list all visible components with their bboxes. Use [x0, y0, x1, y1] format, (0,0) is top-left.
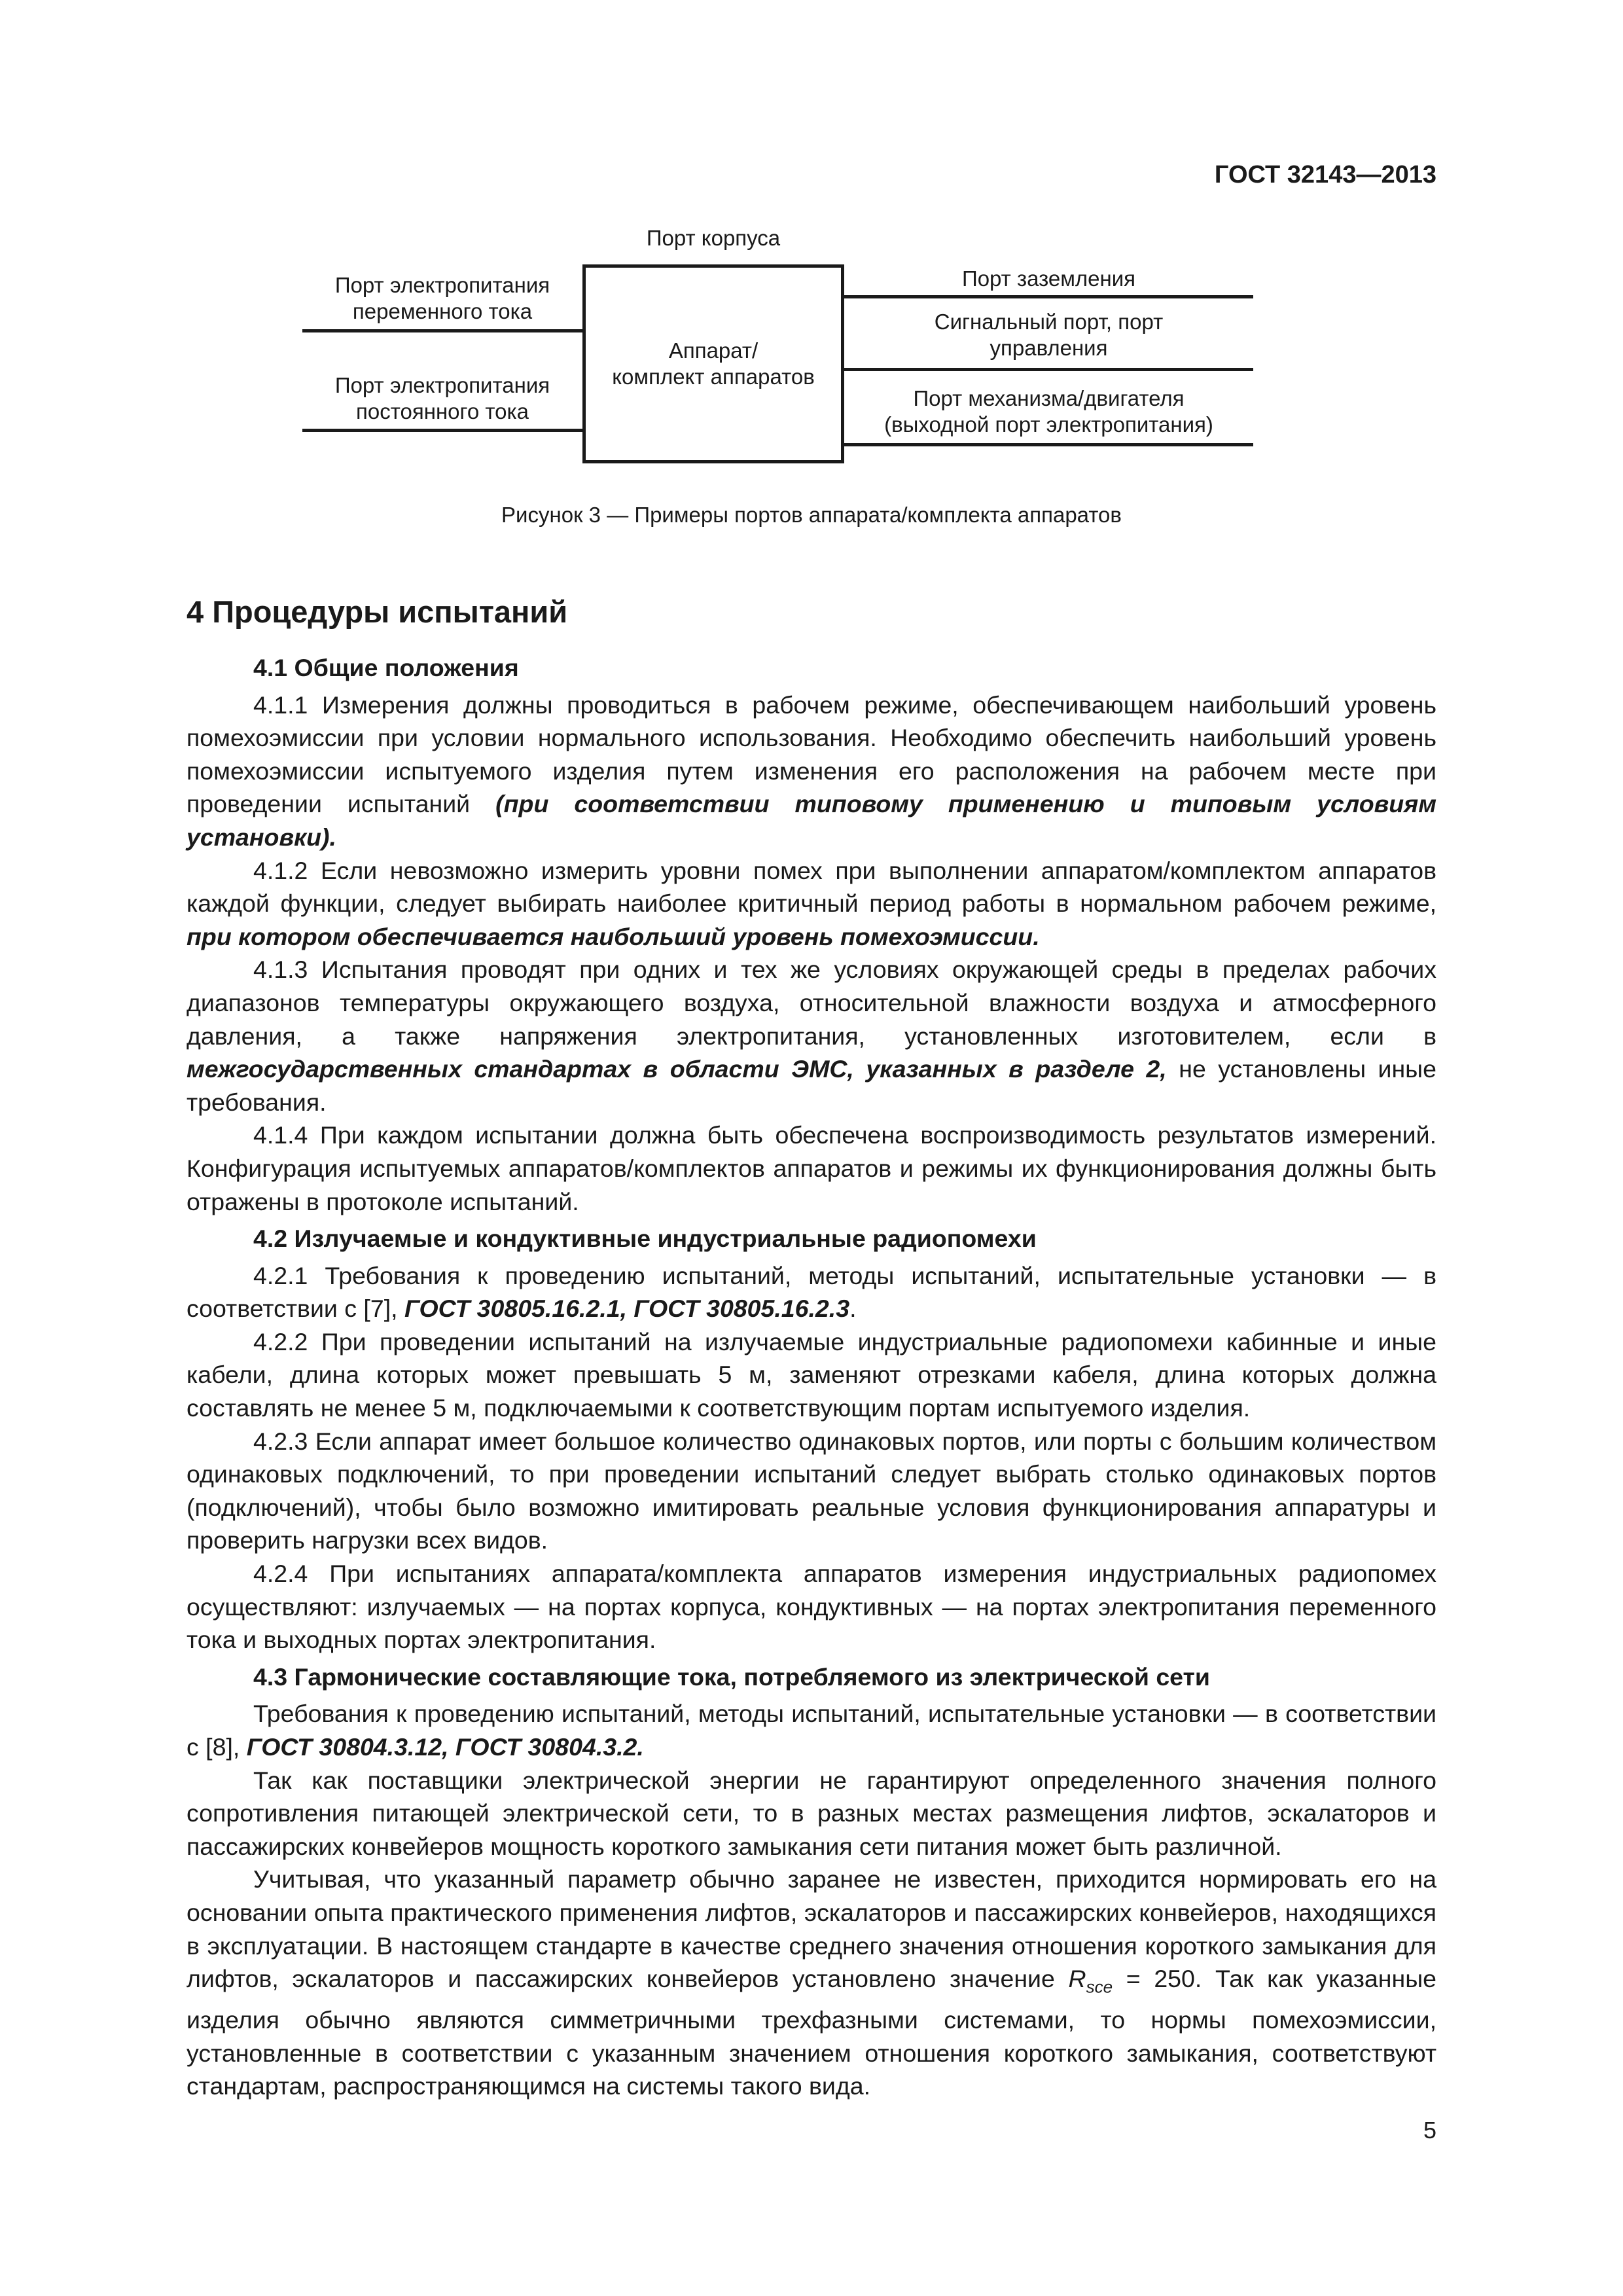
- page-header-code: ГОСТ 32143—2013: [1214, 161, 1436, 188]
- right-label-1: Порт заземления: [961, 266, 1136, 291]
- paragraph-4-2-1-emphasis: ГОСТ 30805.16.2.1, ГОСТ 30805.16.2.3: [404, 1295, 850, 1323]
- paragraph-4-1-3-text: 4.1.3 Испытания проводят при одних и тех же условиях окружающей среды в пределах рабочих диапазонов температуры окружающего воздуха, относительной влажности воздуха и атмосферного давления, а также напряжения электропитания, установленных изготовителем, если в: [187, 956, 1436, 1050]
- paragraph-4-1-3-tail: не установлены иные требования.: [187, 1055, 1436, 1116]
- paragraph-4-1-2-emphasis: при котором обеспечивается наибольший уровень помехоэмиссии.: [187, 922, 1040, 950]
- subsection-title-4-2: 4.2 Излучаемые и кондуктивные индустриальные радиопомехи: [253, 1225, 1037, 1253]
- paragraph-4-3-2: Так как поставщики электрической энергии не гарантируют определенного значения полного сопротивления питающей электрической сети, то в разных местах размещения лифтов, эскалаторов и пассажирских конвейеров мощность короткого замыкания сети питания может быть различной.: [187, 1766, 1436, 1860]
- left-top-label: [302, 272, 582, 325]
- paragraph-4-3-3-tail: = 250. Так как указанные изделия обычно являются симметричными трехфазными системами, то нормы помехоэмиссии, установленные в соответствии с указанным значением отношения короткого замыкания, соответствуют стандартам, распространяющимся на системы такого вида.: [187, 1965, 1437, 2100]
- box-label-line1: Аппарат/: [668, 338, 758, 363]
- page-number: 5: [1423, 2117, 1436, 2144]
- right-line-1: [843, 295, 1253, 298]
- left-top-label-line1: Порт электропитания: [334, 273, 550, 297]
- paragraph-4-1-2: [187, 854, 1436, 954]
- box-label-line2: комплект аппаратов: [612, 365, 815, 389]
- right-line-3: [843, 443, 1253, 446]
- right-label-2: [844, 309, 1253, 361]
- paragraph-4-2-1-text: 4.2.1 Требования к проведению испытаний, методы испытаний, испытательные установки — в соответствии с [7],: [187, 1261, 1436, 1323]
- paragraph-4-2-3: 4.2.3 Если аппарат имеет большое количество одинаковых портов, или порты с большим количеством одинаковых подключений, то при проведении испытаний следует выбрать столько одинаковых портов (подключений), чтобы было возможно имитировать реальные условия функционирования аппаратуры и проверить нагрузки всех видов.: [187, 1427, 1436, 1554]
- left-bottom-label-line2: постоянного тока: [356, 399, 529, 423]
- paragraph-4-3-1-text: Требования к проведению испытаний, методы испытаний, испытательные установки — в соответствии с [8],: [187, 1700, 1436, 1761]
- paragraph-4-2-2: 4.2.2 При проведении испытаний на излучаемые индустриальные радиопомехи кабинные и иные кабели, длина которых может превышать 5 м, заменяют отрезками кабеля, длина которых должна составлять не менее 5 м, подключаемыми к соответствующим портам испытуемого изделия.: [187, 1327, 1436, 1422]
- paragraph-4-1-3-emphasis: межгосударственных стандартах в области ЭМС, указанных в разделе 2,: [187, 1055, 1167, 1083]
- right-label-2-line2: управления: [990, 336, 1108, 360]
- paragraph-4-1-2-text: 4.1.2 Если невозможно измерить уровни помех при выполнении аппаратом/комплектом аппаратов каждой функции, следует выбирать наиболее критичный период работы в нормальном рабочем режиме,: [187, 856, 1436, 918]
- paragraph-4-1-1-emphasis: (при соответствии типовому применению и типовым условиям установки).: [187, 790, 1437, 851]
- right-label-3-line1: Порт механизма/двигателя: [913, 386, 1185, 410]
- paragraph-4-1-3: [187, 953, 1436, 1119]
- paragraph-4-3-3-text: Учитывая, что указанный параметр обычно заранее не известен, приходится нормировать его на основании опыта практического применения лифтов, эскалаторов и пассажирских конвейеров, находящихся в эксплуатации. В настоящем стандарте в качестве среднего значения отношения короткого замыкания для лифтов, эскалаторов и пассажирских конвейеров установлено значение: [187, 1865, 1436, 1993]
- left-top-label-line2: переменного тока: [352, 299, 533, 323]
- paragraph-4-2-4: 4.2.4 При испытаниях аппарата/комплекта аппаратов измерения индустриальных радиопомех осуществляют: излучаемых — на портах корпуса, кондуктивных — на портах электропитания переменного тока и выходных портах электропитания.: [187, 1560, 1436, 1654]
- section-title: 4 Процедуры испытаний: [187, 594, 568, 629]
- paragraph-4-1-1: [187, 689, 1436, 854]
- box-label: [582, 338, 844, 390]
- r-sce-subscript: sce: [1086, 1977, 1113, 1997]
- paragraph-4-2-1-tail: .: [849, 1295, 857, 1323]
- left-line-dc: [302, 429, 584, 432]
- paragraph-4-3-1-emphasis: ГОСТ 30804.3.12, ГОСТ 30804.3.2.: [246, 1733, 644, 1761]
- paragraph-4-1-4: 4.1.4 При каждом испытании должна быть обеспечена воспроизводимость результатов измерений. Конфигурация испытуемых аппаратов/комплектов аппаратов и режимы их функционирования должны быть отражены в протоколе испытаний.: [187, 1121, 1436, 1215]
- left-line-ac: [302, 329, 584, 332]
- figure-caption: Рисунок 3 — Примеры портов аппарата/комплекта аппаратов: [501, 503, 1122, 527]
- subsection-title-4-3: 4.3 Гармонические составляющие тока, потребляемого из электрической сети: [253, 1662, 1210, 1691]
- document-body: [187, 592, 1436, 2103]
- paragraph-4-2-1: [187, 1259, 1436, 1325]
- subsection-title-4-1-text: 4.1 Общие положения: [253, 654, 519, 681]
- paragraph-4-3-3: [187, 1863, 1436, 2103]
- r-sce-symbol: R: [1068, 1965, 1086, 1993]
- ports-figure: [0, 0, 1623, 563]
- paragraph-4-3-1: [187, 1697, 1436, 1763]
- paragraph-4-1-1-text: 4.1.1 Измерения должны проводиться в рабочем режиме, обеспечивающем наибольший уровень помехоэмиссии при условии нормального использования. Необходимо обеспечить наибольший уровень помехоэмиссии испытуемого изделия путем изменения его расположения на рабочем месте при проведении испытаний: [187, 691, 1436, 818]
- r-sce-variable: [1068, 1965, 1113, 1997]
- right-line-2: [843, 368, 1253, 371]
- figure-top-label: Порт корпуса: [646, 226, 781, 250]
- right-label-2-line1: Сигнальный порт, порт: [934, 310, 1164, 334]
- right-label-3: [844, 386, 1253, 438]
- left-bottom-label-line1: Порт электропитания: [334, 373, 550, 397]
- subsection-title-4-1: [187, 651, 1436, 685]
- right-label-3-line2: (выходной порт электропитания): [884, 412, 1213, 437]
- left-bottom-label: [302, 372, 582, 425]
